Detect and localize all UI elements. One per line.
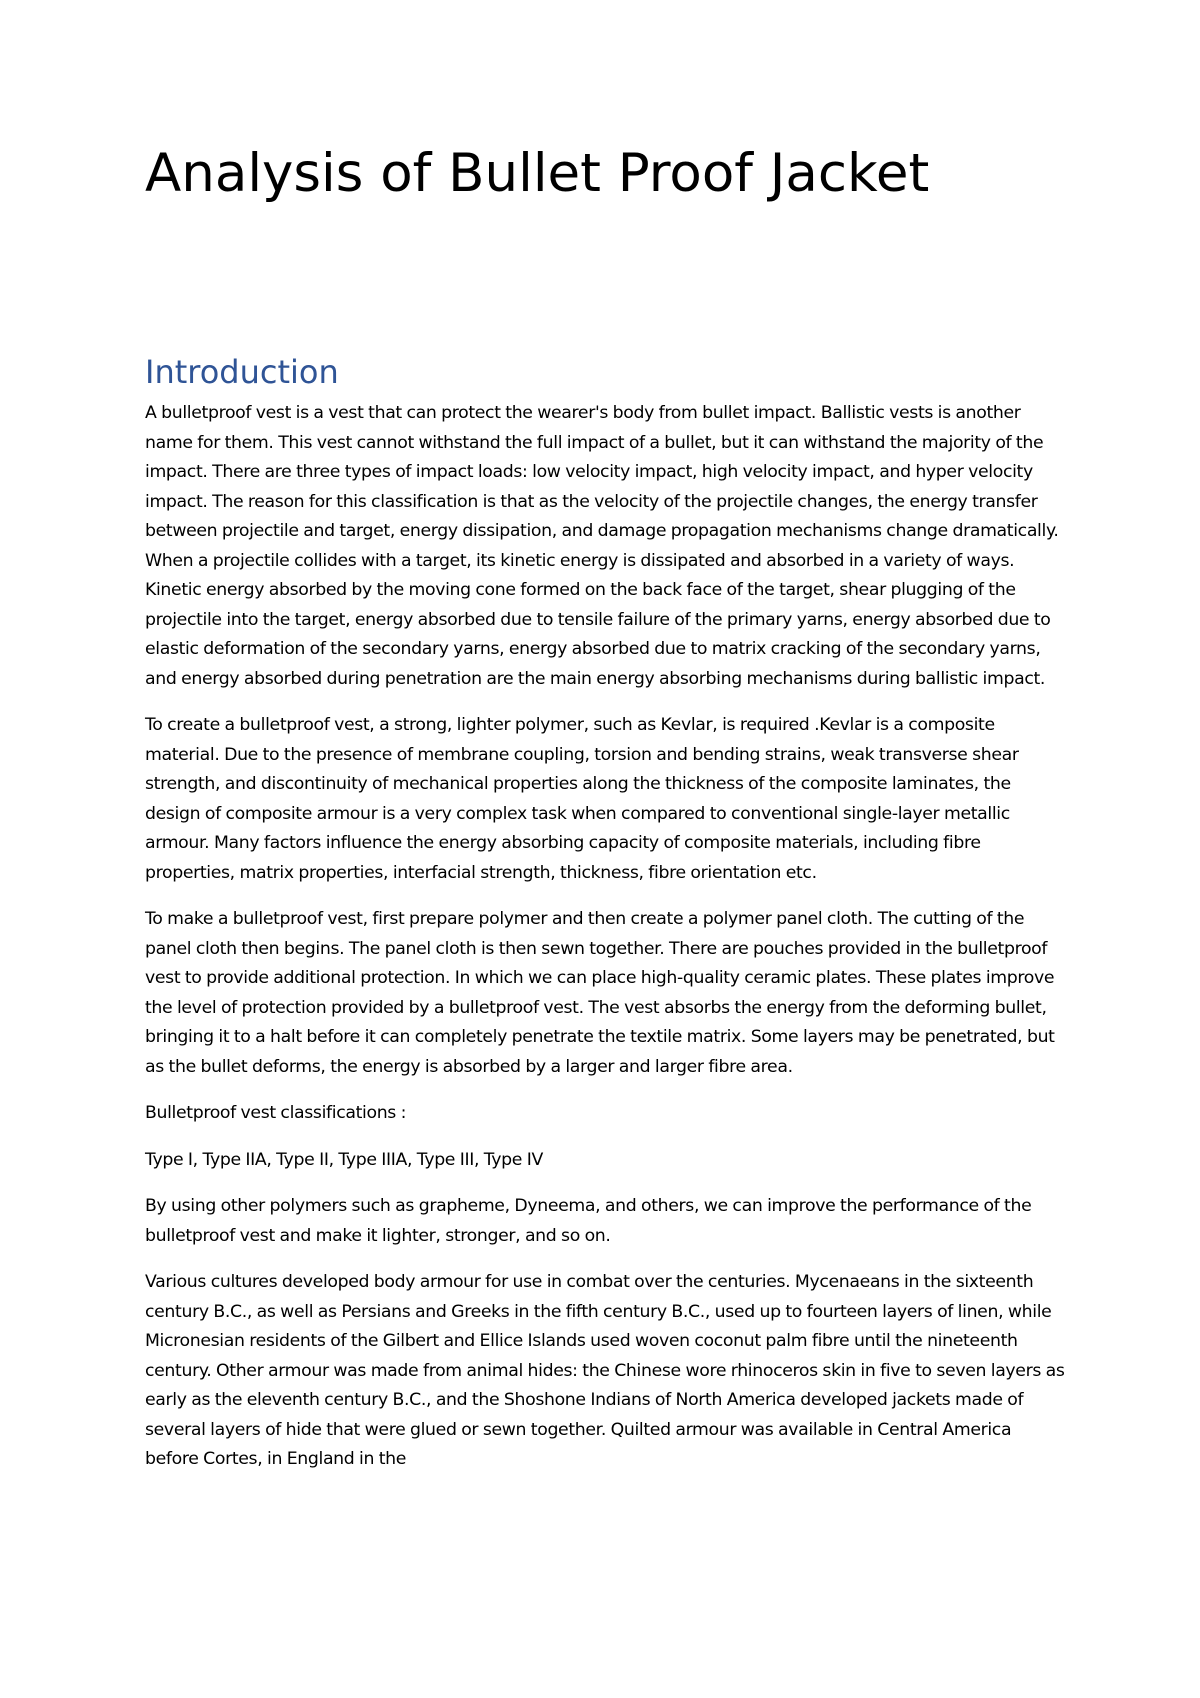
paragraph-kevlar: To create a bulletproof vest, a strong, lighter polymer, such as Kevlar, is required .Kevlar is a composite material. Due to the presence of membrane coupling, torsion and bending strains, weak transverse shear strength, and discontinuity of mechanical properties along the thickness of the composite laminates, the design of composite armour is a very complex task when compared to conventional single-layer metallic armour. Many factors influence the energy absorbing capacity of composite materials, including fibre properties, matrix properties, interfacial strength, thickness, fibre orientation etc. bbox=[145, 715, 1019, 883]
paragraph-history: Various cultures developed body armour for use in combat over the centuries. Mycenaeans in the sixteenth century B.C., as well as Persians and Greeks in the fifth century B.C., used up to fourteen layers of linen, while Micronesian residents of the Gilbert and Ellice Islands used woven coconut palm fibre until the nineteenth century. Other armour was made from animal hides: the Chinese wore rhinoceros skin in five to seven layers as early as the eleventh century B.C., and the Shoshone Indians of North America developed jackets made of several layers of hide that were glued or sewn together. Quilted armour was available in Central America before Cortes, in England in the bbox=[145, 1272, 1065, 1469]
section-heading-introduction: Introduction bbox=[145, 353, 339, 391]
paragraph-intro: A bulletproof vest is a vest that can protect the wearer's body from bullet impact. Ballistic vests is another name for them. This vest cannot withstand the full impact of a bullet, but it can withstand the majority of the impact. There are three types of impact loads: low velocity impact, high velocity impact, and hyper velocity impact. The reason for this classification is that as the velocity of the projectile changes, the energy transfer between projectile and target, energy dissipation, and damage propagation mechanisms change dramatically. When a projectile collides with a target, its kinetic energy is dissipated and absorbed in a variety of ways. Kinetic energy absorbed by the moving cone formed on the back face of the target, shear plugging of the projectile into the target, energy absorbed due to tensile failure of the primary yarns, energy absorbed due to elastic deformation of the secondary yarns, energy absorbed due to matrix cracking of the secondary yarns, and energy absorbed during penetration are the main energy absorbing mechanisms during ballistic impact. bbox=[145, 403, 1059, 689]
paragraph-polymers: By using other polymers such as grapheme, Dyneema, and others, we can improve the performance of the bulletproof vest and make it lighter, stronger, and so on. bbox=[145, 1196, 1032, 1246]
document-title: Analysis of Bullet Proof Jacket bbox=[145, 143, 930, 204]
paragraph-classification-types: Type I, Type IIA, Type II, Type IIIA, Type III, Type IV bbox=[145, 1149, 543, 1170]
page-content bbox=[145, 142, 1065, 1469]
paragraph-manufacturing: To make a bulletproof vest, first prepare polymer and then create a polymer panel cloth. The cutting of the panel cloth then begins. The panel cloth is then sewn together. There are pouches provided in the bulletproof vest to provide additional protection. In which we can place high-quality ceramic plates. These plates improve the level of protection provided by a bulletproof vest. The vest absorbs the energy from the deforming bullet, bringing it to a halt before it can completely penetrate the textile matrix. Some layers may be penetrated, but as the bullet deforms, the energy is absorbed by a larger and larger fibre area. bbox=[145, 909, 1055, 1077]
paragraph-classifications-label: Bulletproof vest classifications : bbox=[145, 1103, 407, 1123]
body-text bbox=[145, 399, 1065, 1492]
